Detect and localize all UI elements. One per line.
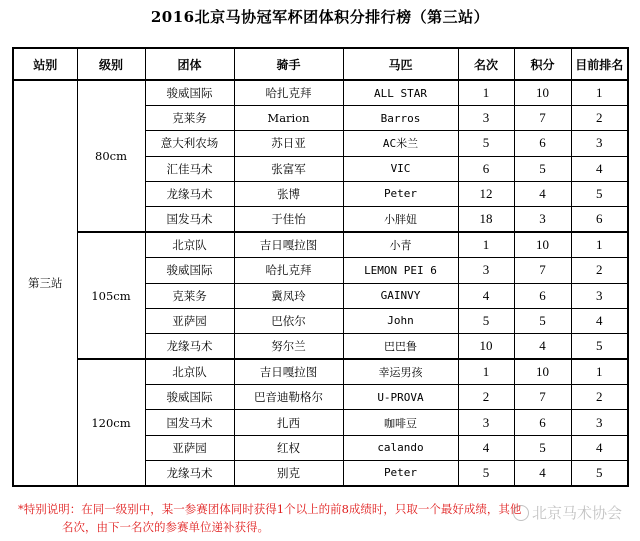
cell-rider: 红权 <box>234 435 343 460</box>
cell-rider: 巴依尔 <box>234 308 343 333</box>
cell-rider: 苏日亚 <box>234 131 343 156</box>
cell-rider: 吉日嘎拉图 <box>234 359 343 385</box>
cell-rider: 哈扎克拜 <box>234 80 343 106</box>
header-team: 团体 <box>145 48 234 80</box>
cell-place: 5 <box>458 460 514 486</box>
cell-rider: Marion <box>234 106 343 131</box>
cell-horse: calando <box>343 435 458 460</box>
cell-place: 1 <box>458 359 514 385</box>
cell-team: 国发马术 <box>145 410 234 435</box>
cell-station: 第三站 <box>13 80 77 486</box>
cell-rank: 4 <box>571 435 628 460</box>
cell-place: 2 <box>458 385 514 410</box>
note-line-1: *特别说明：在同一级别中，某一参赛团体同时获得1个以上的前8成绩时，只取一个最好成绩，其他 <box>18 502 522 516</box>
note-line-2: 名次，由下一名次的参赛单位递补获得。 <box>62 520 269 534</box>
cell-horse: Peter <box>343 460 458 486</box>
cell-rider: 冀凤玲 <box>234 283 343 308</box>
cell-rider: 努尔兰 <box>234 333 343 359</box>
cell-rank: 2 <box>571 106 628 131</box>
cell-place: 10 <box>458 333 514 359</box>
cell-points: 6 <box>514 283 571 308</box>
cell-place: 1 <box>458 80 514 106</box>
cell-place: 3 <box>458 258 514 283</box>
cell-horse: LEMON PEI 6 <box>343 258 458 283</box>
cell-horse: ALL STAR <box>343 80 458 106</box>
cell-horse: VIC <box>343 156 458 181</box>
table-row <box>13 80 628 106</box>
cell-points: 5 <box>514 156 571 181</box>
ranking-table <box>12 47 629 487</box>
header-current-rank: 目前排名 <box>571 48 628 80</box>
wechat-icon <box>513 505 529 521</box>
cell-horse: John <box>343 308 458 333</box>
cell-team: 骏威国际 <box>145 258 234 283</box>
cell-horse: AC米兰 <box>343 131 458 156</box>
cell-rider: 张博 <box>234 181 343 206</box>
cell-place: 3 <box>458 106 514 131</box>
cell-team: 意大利农场 <box>145 131 234 156</box>
cell-team: 亚萨园 <box>145 308 234 333</box>
cell-place: 4 <box>458 435 514 460</box>
cell-rank: 1 <box>571 359 628 385</box>
cell-horse: 咖啡豆 <box>343 410 458 435</box>
watermark <box>513 502 622 523</box>
cell-team: 骏威国际 <box>145 385 234 410</box>
cell-rider: 吉日嘎拉图 <box>234 232 343 258</box>
cell-team: 亚萨园 <box>145 435 234 460</box>
cell-place: 1 <box>458 232 514 258</box>
cell-points: 4 <box>514 460 571 486</box>
cell-points: 5 <box>514 435 571 460</box>
cell-rank: 1 <box>571 232 628 258</box>
cell-points: 4 <box>514 333 571 359</box>
cell-horse: GAINVY <box>343 283 458 308</box>
cell-rank: 3 <box>571 283 628 308</box>
cell-points: 7 <box>514 106 571 131</box>
header-rider: 骑手 <box>234 48 343 80</box>
cell-team: 龙缘马术 <box>145 181 234 206</box>
cell-points: 10 <box>514 232 571 258</box>
cell-rider: 张富军 <box>234 156 343 181</box>
cell-team: 北京队 <box>145 359 234 385</box>
cell-points: 6 <box>514 131 571 156</box>
cell-place: 5 <box>458 308 514 333</box>
cell-horse: 小胖妞 <box>343 206 458 232</box>
cell-points: 7 <box>514 385 571 410</box>
cell-place: 3 <box>458 410 514 435</box>
cell-horse: 小青 <box>343 232 458 258</box>
cell-place: 5 <box>458 131 514 156</box>
cell-team: 克莱务 <box>145 283 234 308</box>
cell-rider: 于佳怡 <box>234 206 343 232</box>
cell-horse: 幸运男孩 <box>343 359 458 385</box>
cell-rank: 6 <box>571 206 628 232</box>
cell-team: 汇佳马术 <box>145 156 234 181</box>
cell-team: 龙缘马术 <box>145 333 234 359</box>
cell-rank: 5 <box>571 460 628 486</box>
header-points: 积分 <box>514 48 571 80</box>
cell-place: 6 <box>458 156 514 181</box>
header-place: 名次 <box>458 48 514 80</box>
cell-rider: 别克 <box>234 460 343 486</box>
cell-points: 6 <box>514 410 571 435</box>
cell-team: 国发马术 <box>145 206 234 232</box>
table-row <box>13 359 628 385</box>
cell-place: 4 <box>458 283 514 308</box>
cell-rank: 5 <box>571 181 628 206</box>
header-row <box>13 48 628 80</box>
page-title: 2016北京马协冠军杯团体积分排行榜（第三站） <box>150 8 490 26</box>
header-level: 级别 <box>77 48 145 80</box>
cell-place: 12 <box>458 181 514 206</box>
cell-rank: 3 <box>571 410 628 435</box>
cell-points: 7 <box>514 258 571 283</box>
cell-team: 骏威国际 <box>145 80 234 106</box>
cell-team: 克莱务 <box>145 106 234 131</box>
cell-rider: 哈扎克拜 <box>234 258 343 283</box>
cell-level: 120cm <box>77 359 145 486</box>
cell-level: 80cm <box>77 80 145 232</box>
cell-rank: 4 <box>571 308 628 333</box>
cell-team: 北京队 <box>145 232 234 258</box>
cell-points: 4 <box>514 181 571 206</box>
table-row <box>13 232 628 258</box>
header-horse: 马匹 <box>343 48 458 80</box>
cell-rank: 2 <box>571 258 628 283</box>
cell-level: 105cm <box>77 232 145 359</box>
cell-rank: 3 <box>571 131 628 156</box>
cell-rider: 扎西 <box>234 410 343 435</box>
cell-points: 10 <box>514 80 571 106</box>
cell-rank: 1 <box>571 80 628 106</box>
cell-points: 10 <box>514 359 571 385</box>
cell-horse: Peter <box>343 181 458 206</box>
cell-rank: 2 <box>571 385 628 410</box>
header-station: 站别 <box>13 48 77 80</box>
cell-horse: 巴巴鲁 <box>343 333 458 359</box>
cell-place: 18 <box>458 206 514 232</box>
watermark-text: 北京马术协会 <box>531 504 622 522</box>
cell-rank: 4 <box>571 156 628 181</box>
cell-rank: 5 <box>571 333 628 359</box>
cell-horse: Barros <box>343 106 458 131</box>
cell-points: 5 <box>514 308 571 333</box>
cell-horse: U-PROVA <box>343 385 458 410</box>
cell-points: 3 <box>514 206 571 232</box>
cell-rider: 巴音迪勒格尔 <box>234 385 343 410</box>
cell-team: 龙缘马术 <box>145 460 234 486</box>
